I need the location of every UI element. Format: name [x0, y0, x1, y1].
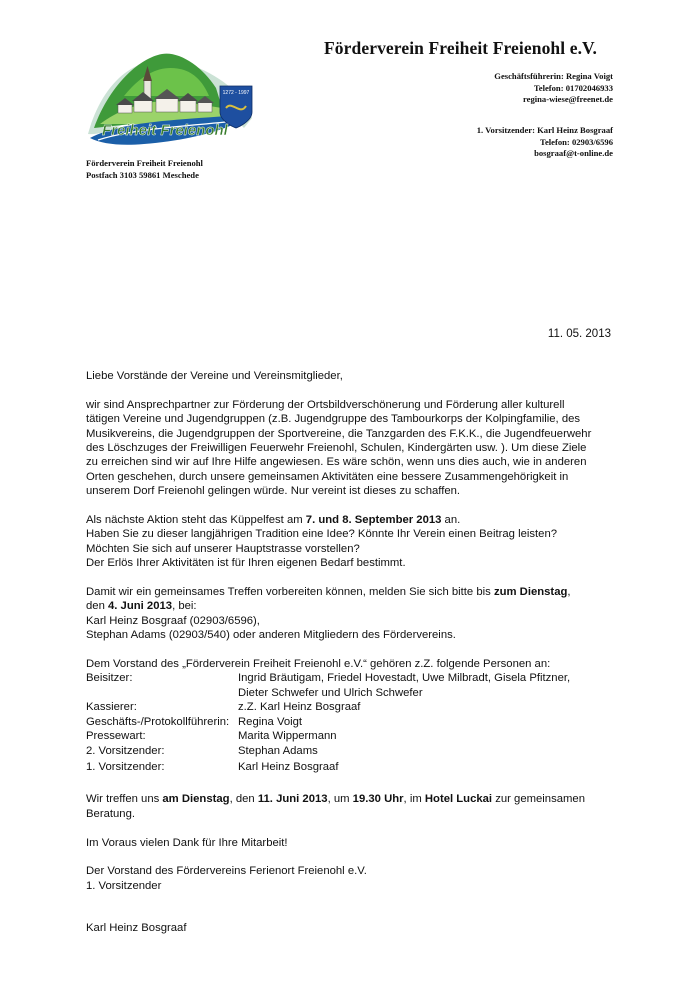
event-line: Der Erlös Ihrer Aktivitäten ist für Ihren eigenen Bedarf bestimmt. — [86, 557, 406, 570]
board-names: Regina Voigt — [238, 715, 303, 728]
board-name-line: Ingrid Bräutigam, Friedel Hovestadt, Uwe Milbradt, Gisela Pfitzner, — [238, 672, 571, 685]
letter-body — [86, 369, 621, 936]
paragraph-meeting — [86, 792, 621, 821]
registration-text: Damit wir ein gemeinsames Treffen vorbereiten können, melden Sie sich bitte bis — [86, 586, 494, 599]
board-role: 1. Vorsitzender: — [86, 760, 165, 773]
board-names: Stephan Adams — [238, 744, 318, 757]
paragraph-event — [86, 513, 621, 571]
board-row — [86, 729, 570, 743]
board-role: Pressewart: — [86, 730, 146, 743]
sender-name: Förderverein Freiheit Freienohl — [86, 158, 203, 168]
registration-text: den — [86, 600, 108, 613]
board-row — [86, 744, 570, 758]
meeting-text: , den — [229, 793, 258, 806]
registration-contact: Stephan Adams (02903/540) oder anderen Mitgliedern des Fördervereins. — [86, 629, 456, 642]
registration-text: , bei: — [172, 600, 197, 613]
board-role: Beisitzer: — [86, 672, 133, 685]
board-members-table — [86, 671, 570, 774]
registration-comma: , — [567, 586, 571, 599]
intro-line: Orten geschehen, durch unsere gemeinsamen Aktivitäten eine bessere Zusammengehörigkeit in — [86, 470, 569, 483]
event-date: 7. und 8. September 2013 — [305, 514, 442, 527]
registration-deadline: 4. Juni 2013 — [108, 600, 173, 613]
closing-title: 1. Vorsitzender — [86, 879, 162, 892]
chair-phone: Telefon: 02903/6596 — [540, 136, 613, 147]
intro-line: Musikvereins, die Jugendgruppen der Sportvereine, die Tanzgarden des F.K.K., die Jugendfeuerwehr — [86, 427, 592, 440]
board-names: z.Z. Karl Heinz Bosgraaf — [238, 701, 361, 714]
meeting-location: Hotel Luckai — [424, 793, 493, 806]
thanks-line: Im Voraus vielen Dank für Ihre Mitarbeit! — [86, 836, 288, 849]
greeting: Liebe Vorstände der Vereine und Vereinsmitglieder, — [86, 370, 343, 382]
sender-postbox: Postfach 3103 59861 Meschede — [86, 169, 199, 180]
board-name-line: Dieter Schwefer und Ulrich Schwefer — [238, 686, 423, 699]
board-names: Marita Wippermann — [238, 730, 337, 743]
meeting-text: , um — [327, 793, 353, 806]
manager-email[interactable]: regina-wiese@freenet.de — [522, 94, 613, 105]
manager-phone: Telefon: 01702046933 — [533, 82, 613, 93]
board-role: Geschäfts-/Protokollführerin: — [86, 715, 230, 728]
meeting-time: 19.30 Uhr — [352, 793, 404, 806]
event-line — [86, 513, 621, 527]
board-names — [238, 671, 570, 700]
registration-day: zum Dienstag — [493, 586, 568, 599]
meeting-line: Beratung. — [86, 807, 135, 820]
registration-line — [86, 599, 621, 613]
registration-contact: Karl Heinz Bosgraaf (02903/6596), — [86, 614, 260, 627]
board-row — [86, 671, 570, 700]
sender-address — [86, 158, 203, 181]
logo-badge-text: 1272 - 1997 — [222, 90, 250, 96]
board-intro: Dem Vorstand des „Förderverein Freiheit Freienohl e.V.“ gehören z.Z. folgende Personen an: — [86, 658, 551, 671]
village-logo — [84, 36, 256, 154]
manager-contact-block — [494, 71, 613, 106]
intro-line: wir sind Ansprechpartner zur Förderung der Ortsbildverschönerung und Förderung aller kulturell — [86, 398, 565, 411]
meeting-text: Wir treffen uns — [86, 793, 163, 806]
intro-line: des Löschzuges der Freiwilligen Feuerwehr Freienohl, Schulen, Kindergärten usw. ). Um diese Ziele — [86, 442, 587, 455]
meeting-day: am Dienstag — [162, 793, 230, 806]
paragraph-intro — [86, 398, 621, 499]
board-role: 2. Vorsitzender: — [86, 744, 165, 757]
meeting-text: , im — [403, 793, 425, 806]
letter-date: 11. 05. 2013 — [547, 328, 611, 340]
chair-line: 1. Vorsitzender: Karl Heinz Bosgraaf — [476, 125, 613, 135]
board-role: Kassierer: — [86, 701, 137, 714]
chair-email[interactable]: bosgraaf@t-online.de — [534, 148, 613, 159]
intro-line: tätigen Vereine und Jugendgruppen (z.B. Jugendgruppe des Tambourkorps der Kolpingfamilie, des — [86, 413, 581, 426]
manager-line: Geschäftsführerin: Regina Voigt — [494, 71, 613, 81]
meeting-date: 11. Juni 2013 — [257, 793, 328, 806]
signature-name: Karl Heinz Bosgraaf — [86, 922, 187, 935]
closing-line: Der Vorstand des Fördervereins Ferienort Freienohl e.V. — [86, 865, 367, 878]
board-names: Karl Heinz Bosgraaf — [238, 760, 339, 773]
board-row — [86, 758, 570, 774]
event-line: Haben Sie zu dieser langjährigen Tradition eine Idee? Könnte Ihr Verein einen Beitrag leisten? — [86, 528, 558, 541]
event-line: Möchten Sie sich auf unserer Hauptstrasse vorstellen? — [86, 542, 360, 555]
chair-contact-block — [477, 125, 613, 160]
board-row — [86, 700, 570, 714]
event-text-end: an. — [441, 514, 461, 527]
meeting-line — [86, 792, 621, 806]
board-row — [86, 715, 570, 729]
organization-title: Förderverein Freiheit Freienohl e.V. — [324, 38, 598, 58]
intro-line: zu erreichen sind wir auf Ihre Hilfe angewiesen. Es wäre schön, wenn uns dies auch, wie in anderen — [86, 456, 587, 469]
logo-text: Freiheit Freienohl — [102, 122, 228, 139]
intro-line: unserem Dorf Freienohl gelingen würde. Nur vereint ist dieses zu schaffen. — [86, 485, 461, 498]
paragraph-registration — [86, 585, 621, 643]
event-text: Als nächste Aktion steht das Küppelfest am — [86, 514, 306, 527]
meeting-text: zur gemeinsamen — [492, 793, 585, 806]
registration-line — [86, 585, 621, 599]
